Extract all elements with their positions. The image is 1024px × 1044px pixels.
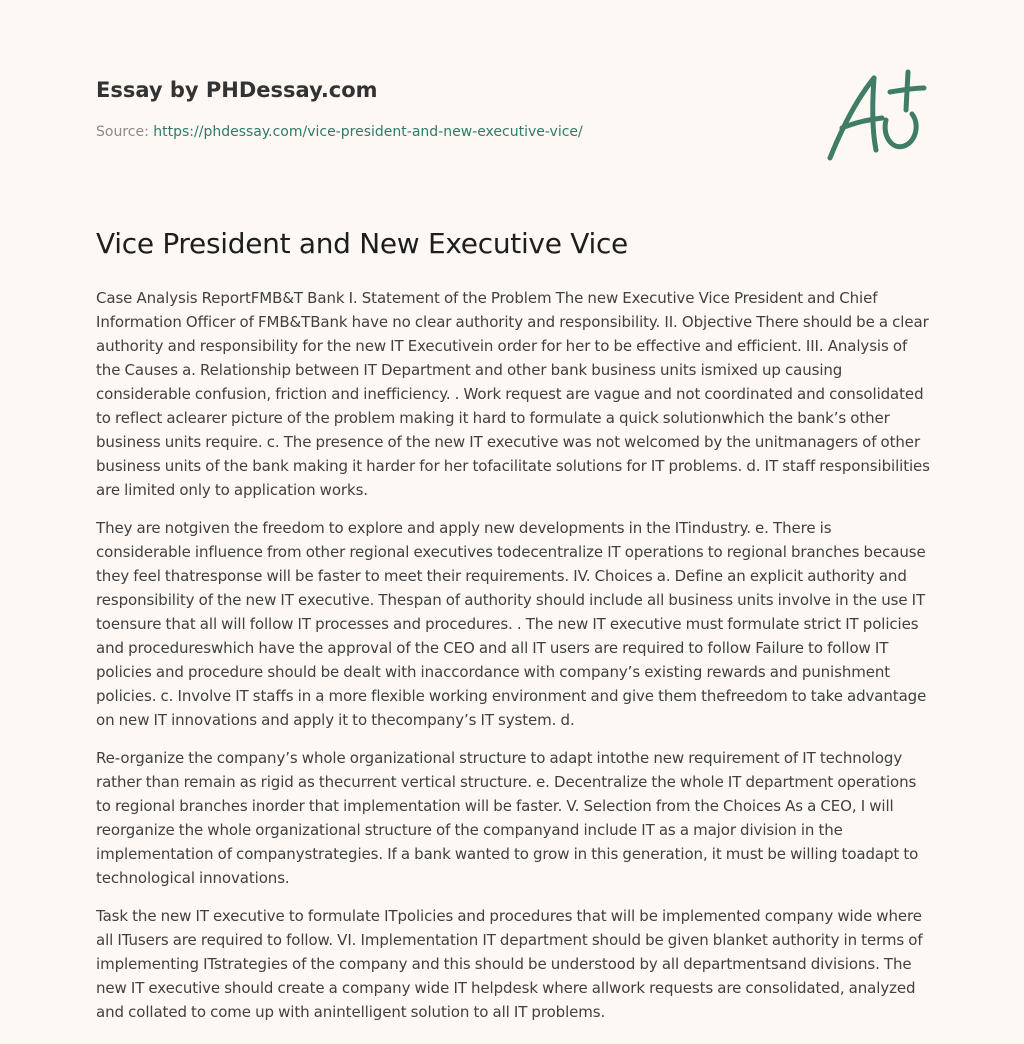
essay-paragraph: Re-organize the company’s whole organizational structure to adapt intothe new requirement of IT technology rather than remain as rigid as thecurrent vertical structure. e. Decentralize the whole IT department operations to regional branches inorder that implementation will be faster. V. Selection from the Choices As a CEO, I will reorganize the whole organizational structure of the companyand include IT as a major division in the implementation of companystrategies. If a bank wanted to grow in this generation, it must be willing toadapt to technological innovations. — [96, 749, 919, 887]
essay-paragraph: They are notgiven the freedom to explore and apply new developments in the ITindustry. e. There is considerable influence from other regional executives todecentralize IT operations to regional branches because they feel thatresponse will be faster to meet their requirements. IV. Choices a. Define an explicit authority and responsibility of the new IT executive. Thespan of authority should include all business units involve in the use IT toensure that all will follow IT processes and procedures. . The new IT executive must formulate strict IT policies and procedureswhich have the approval of the CEO and all IT users are required to follow Failure to follow IT policies and procedure should be dealt with inaccordance with company’s existing rewards and punishment policies. c. Involve IT staffs in a more flexible working environment and give them thefreedom to take advantage on new IT innovations and apply it to thecompany’s IT system. d. — [96, 519, 927, 729]
source-label: Source: — [96, 124, 154, 140]
a-plus-logo-icon — [820, 66, 932, 166]
page-header — [96, 74, 928, 142]
site-title: Essay by PHDessay.com — [96, 78, 378, 102]
essay-title: Vice President and New Executive Vice — [96, 227, 628, 260]
essay-paragraph: Case Analysis ReportFMB&T Bank I. Statement of the Problem The new Executive Vice President and Chief Information Officer of FMB&TBank have no clear authority and responsibility. II. Objective There should be a clear authority and responsibility for the new IT Executivein order for her to be effective and efficient. III. Analysis of the Causes a. Relationship between IT Department and other bank business units ismixed up causing considerable confusion, friction and inefficiency. . Work request are vague and not coordinated and consolidated to reflect aclearer picture of the problem making it hard to formulate a quick solutionwhich the bank’s other business units require. c. The presence of the new IT executive was not welcomed by the unitmanagers of other business units of the bank making it harder for her tofacilitate solutions for IT problems. d. IT staff responsibilities are limited only to application works. — [96, 289, 930, 499]
source-line — [96, 122, 928, 142]
essay-body — [96, 286, 930, 1038]
source-link[interactable]: https://phdessay.com/vice-president-and-new-executive-vice/ — [153, 124, 583, 140]
essay-paragraph: Task the new IT executive to formulate ITpolicies and procedures that will be implemented company wide where all ITusers are required to follow. VI. Implementation IT department should be given blanket authority in terms of implementing ITstrategies of the company and this should be understood by all departmentsand divisions. The new IT executive should create a company wide IT helpdesk where allwork requests are consolidated, analyzed and collated to come up with anintelligent solution to all IT problems. — [96, 907, 923, 1021]
